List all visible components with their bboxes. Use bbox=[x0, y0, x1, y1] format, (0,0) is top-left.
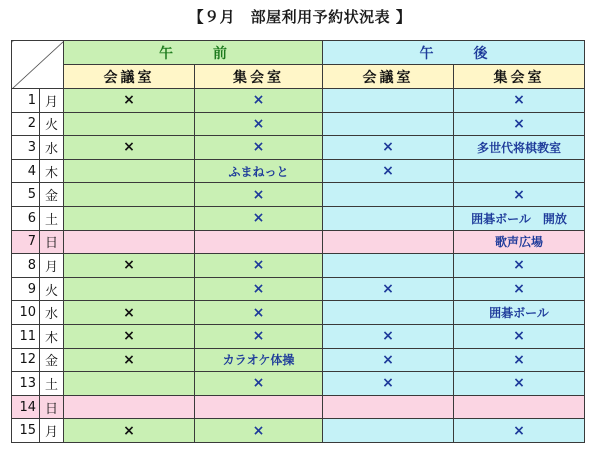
day-number: 8 bbox=[12, 254, 40, 278]
pm-hall-cell: × bbox=[454, 372, 585, 396]
table-row bbox=[12, 159, 585, 183]
corner-cell bbox=[12, 41, 64, 89]
pm-meeting-room-cell: × bbox=[323, 159, 454, 183]
day-number: 5 bbox=[12, 183, 40, 207]
pm-meeting-room-cell bbox=[323, 254, 454, 278]
day-number: 4 bbox=[12, 159, 40, 183]
afternoon-header: 午後 bbox=[323, 41, 585, 65]
pm-hall-cell: × bbox=[454, 348, 585, 372]
pm-meeting-room-cell: × bbox=[323, 372, 454, 396]
reservation-table bbox=[11, 40, 585, 443]
pm-hall-cell: 多世代将棋教室 bbox=[454, 136, 585, 160]
am-meeting-room-cell bbox=[64, 159, 195, 183]
am-meeting-room-cell bbox=[64, 183, 195, 207]
table-row bbox=[12, 324, 585, 348]
table-row bbox=[12, 230, 585, 254]
day-of-week: 月 bbox=[40, 254, 64, 278]
table-row bbox=[12, 419, 585, 443]
pm-meeting-room-cell bbox=[323, 230, 454, 254]
pm-meeting-room-cell bbox=[323, 419, 454, 443]
pm-meeting-room-cell bbox=[323, 89, 454, 113]
am-hall-cell: × bbox=[195, 206, 323, 230]
am-hall-cell: × bbox=[195, 254, 323, 278]
pm-hall-cell bbox=[454, 159, 585, 183]
am-meeting-room-cell: × bbox=[64, 301, 195, 325]
am-meeting-room-cell: × bbox=[64, 136, 195, 160]
am-hall-cell: × bbox=[195, 112, 323, 136]
pm-meeting-room-cell: × bbox=[323, 277, 454, 301]
table-row bbox=[12, 206, 585, 230]
day-number: 10 bbox=[12, 301, 40, 325]
pm-meeting-room-cell bbox=[323, 183, 454, 207]
table-row bbox=[12, 301, 585, 325]
day-number: 6 bbox=[12, 206, 40, 230]
am-meeting-room-cell bbox=[64, 395, 195, 419]
pm-hall-cell: 歌声広場 bbox=[454, 230, 585, 254]
day-of-week: 日 bbox=[40, 230, 64, 254]
table-row bbox=[12, 136, 585, 160]
day-of-week: 火 bbox=[40, 277, 64, 301]
pm-meeting-room-cell bbox=[323, 206, 454, 230]
room-header-am-meeting: 会議室 bbox=[64, 65, 195, 89]
day-of-week: 金 bbox=[40, 348, 64, 372]
am-hall-cell: × bbox=[195, 372, 323, 396]
day-number: 13 bbox=[12, 372, 40, 396]
pm-hall-cell: × bbox=[454, 419, 585, 443]
am-hall-cell: ふまねっと bbox=[195, 159, 323, 183]
table-row bbox=[12, 372, 585, 396]
am-meeting-room-cell: × bbox=[64, 254, 195, 278]
am-meeting-room-cell bbox=[64, 206, 195, 230]
am-hall-cell: × bbox=[195, 136, 323, 160]
day-number: 15 bbox=[12, 419, 40, 443]
day-of-week: 土 bbox=[40, 206, 64, 230]
table-row bbox=[12, 89, 585, 113]
day-number: 2 bbox=[12, 112, 40, 136]
am-meeting-room-cell: × bbox=[64, 89, 195, 113]
pm-meeting-room-cell bbox=[323, 112, 454, 136]
am-meeting-room-cell: × bbox=[64, 348, 195, 372]
pm-hall-cell: 囲碁ボール bbox=[454, 301, 585, 325]
table-row bbox=[12, 254, 585, 278]
morning-header: 午前 bbox=[64, 41, 323, 65]
pm-meeting-room-cell: × bbox=[323, 136, 454, 160]
day-of-week: 月 bbox=[40, 89, 64, 113]
table-row bbox=[12, 348, 585, 372]
am-hall-cell: カラオケ体操 bbox=[195, 348, 323, 372]
pm-hall-cell: 囲碁ボール 開放 bbox=[454, 206, 585, 230]
table-row bbox=[12, 277, 585, 301]
pm-meeting-room-cell bbox=[323, 301, 454, 325]
page-title: 【９月 部屋利用予約状況表 】 bbox=[188, 8, 412, 26]
pm-meeting-room-cell: × bbox=[323, 348, 454, 372]
day-number: 1 bbox=[12, 89, 40, 113]
am-hall-cell: × bbox=[195, 419, 323, 443]
day-of-week: 木 bbox=[40, 324, 64, 348]
am-meeting-room-cell bbox=[64, 230, 195, 254]
day-number: 14 bbox=[12, 395, 40, 419]
day-of-week: 水 bbox=[40, 301, 64, 325]
day-of-week: 水 bbox=[40, 136, 64, 160]
pm-hall-cell: × bbox=[454, 183, 585, 207]
day-number: 7 bbox=[12, 230, 40, 254]
room-header-am-hall: 集会室 bbox=[195, 65, 323, 89]
room-header-pm-meeting: 会議室 bbox=[323, 65, 454, 89]
day-number: 3 bbox=[12, 136, 40, 160]
am-hall-cell: × bbox=[195, 183, 323, 207]
pm-hall-cell: × bbox=[454, 277, 585, 301]
table-row bbox=[12, 395, 585, 419]
am-hall-cell: × bbox=[195, 301, 323, 325]
pm-hall-cell bbox=[454, 395, 585, 419]
pm-hall-cell: × bbox=[454, 324, 585, 348]
day-of-week: 火 bbox=[40, 112, 64, 136]
pm-hall-cell: × bbox=[454, 89, 585, 113]
am-hall-cell: × bbox=[195, 277, 323, 301]
day-of-week: 金 bbox=[40, 183, 64, 207]
day-number: 11 bbox=[12, 324, 40, 348]
am-meeting-room-cell: × bbox=[64, 324, 195, 348]
am-meeting-room-cell bbox=[64, 277, 195, 301]
am-meeting-room-cell bbox=[64, 372, 195, 396]
pm-hall-cell: × bbox=[454, 254, 585, 278]
pm-meeting-room-cell: × bbox=[323, 324, 454, 348]
day-of-week: 土 bbox=[40, 372, 64, 396]
am-hall-cell bbox=[195, 395, 323, 419]
am-hall-cell: × bbox=[195, 324, 323, 348]
pm-meeting-room-cell bbox=[323, 395, 454, 419]
day-of-week: 月 bbox=[40, 419, 64, 443]
table-row bbox=[12, 112, 585, 136]
day-number: 12 bbox=[12, 348, 40, 372]
am-meeting-room-cell bbox=[64, 112, 195, 136]
pm-hall-cell: × bbox=[454, 112, 585, 136]
day-of-week: 日 bbox=[40, 395, 64, 419]
am-hall-cell: × bbox=[195, 89, 323, 113]
day-number: 9 bbox=[12, 277, 40, 301]
day-of-week: 木 bbox=[40, 159, 64, 183]
table-row bbox=[12, 183, 585, 207]
am-meeting-room-cell: × bbox=[64, 419, 195, 443]
room-header-pm-hall: 集会室 bbox=[454, 65, 585, 89]
am-hall-cell bbox=[195, 230, 323, 254]
